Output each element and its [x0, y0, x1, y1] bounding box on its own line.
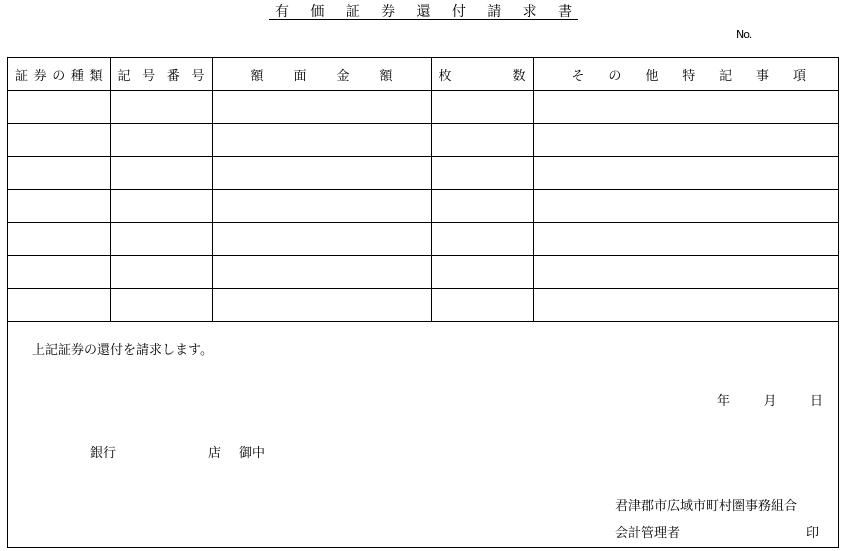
title-char: 券	[381, 3, 396, 20]
header-char: の	[52, 68, 66, 84]
header-char: 枚	[438, 68, 452, 84]
cell-face-value[interactable]	[212, 190, 431, 223]
cell-symbol-number[interactable]	[110, 256, 212, 289]
date-day-label: 日	[809, 394, 823, 409]
cell-symbol-number[interactable]	[110, 157, 212, 190]
cell-other-notes[interactable]	[533, 289, 838, 322]
cell-other-notes[interactable]	[533, 124, 838, 157]
table-row	[8, 91, 838, 124]
title-char: 請	[487, 3, 502, 20]
cell-security-type[interactable]	[8, 223, 110, 256]
header-char: 記	[719, 68, 733, 84]
title-char: 有	[275, 3, 289, 20]
cell-symbol-number[interactable]	[110, 190, 212, 223]
table-row	[8, 157, 838, 190]
cell-symbol-number[interactable]	[110, 124, 212, 157]
honorific: 御中	[239, 446, 266, 461]
organization-name: 君津郡市広域市町村圏事務組合	[615, 499, 798, 514]
header-char: 他	[645, 68, 659, 84]
header-other-notes	[533, 58, 838, 91]
cell-face-value[interactable]	[212, 289, 431, 322]
header-security-type	[8, 58, 110, 91]
table-header-row	[8, 58, 838, 91]
header-char: 類	[89, 68, 103, 84]
cell-other-notes[interactable]	[533, 190, 838, 223]
cell-face-value[interactable]	[212, 223, 431, 256]
cell-face-value[interactable]	[212, 157, 431, 190]
table-row	[8, 256, 838, 289]
document-number-label: No.	[736, 28, 752, 41]
header-char: 号	[191, 68, 205, 84]
header-char: の	[608, 68, 622, 84]
header-char: 証	[15, 68, 29, 84]
title-char: 書	[558, 3, 572, 20]
officer-title: 会計管理者	[615, 526, 681, 541]
header-char: 面	[293, 68, 307, 84]
header-char: 金	[336, 68, 350, 84]
securities-table	[8, 58, 838, 322]
title-char: 付	[451, 3, 466, 20]
date-year-label: 年	[717, 394, 731, 409]
cell-face-value[interactable]	[212, 124, 431, 157]
cell-other-notes[interactable]	[533, 157, 838, 190]
header-quantity	[431, 58, 533, 91]
request-statement: 上記証券の還付を請求します。	[32, 343, 213, 358]
cell-other-notes[interactable]	[533, 256, 838, 289]
cell-quantity[interactable]	[431, 289, 533, 322]
title-char: 還	[416, 3, 431, 20]
header-char: 額	[250, 68, 264, 84]
table-row	[8, 289, 838, 322]
cell-security-type[interactable]	[8, 91, 110, 124]
header-face-value	[212, 58, 431, 91]
date-line	[717, 390, 823, 409]
date-month-label: 月	[763, 394, 777, 409]
header-char: 番	[166, 68, 180, 84]
header-char: 額	[379, 68, 393, 84]
cell-other-notes[interactable]	[533, 223, 838, 256]
header-char: 数	[512, 68, 526, 84]
cell-quantity[interactable]	[431, 157, 533, 190]
header-char: 特	[682, 68, 696, 84]
seal-mark: 印	[806, 526, 820, 541]
title-char: 求	[522, 3, 537, 20]
cell-security-type[interactable]	[8, 256, 110, 289]
cell-symbol-number[interactable]	[110, 289, 212, 322]
header-char: 事	[756, 68, 770, 84]
header-char: 記	[117, 68, 131, 84]
header-char: そ	[571, 68, 585, 84]
table-row	[8, 223, 838, 256]
title-char: 証	[345, 3, 360, 20]
form-frame	[7, 57, 839, 548]
table-row	[8, 124, 838, 157]
cell-face-value[interactable]	[212, 91, 431, 124]
document-title	[269, 2, 578, 20]
cell-quantity[interactable]	[431, 91, 533, 124]
header-char: 券	[33, 68, 47, 84]
cell-security-type[interactable]	[8, 289, 110, 322]
cell-quantity[interactable]	[431, 223, 533, 256]
cell-quantity[interactable]	[431, 256, 533, 289]
header-char: 種	[70, 68, 84, 84]
cell-symbol-number[interactable]	[110, 91, 212, 124]
cell-security-type[interactable]	[8, 124, 110, 157]
header-char: 号	[142, 68, 156, 84]
cell-other-notes[interactable]	[533, 91, 838, 124]
cell-face-value[interactable]	[212, 256, 431, 289]
cell-quantity[interactable]	[431, 124, 533, 157]
cell-security-type[interactable]	[8, 190, 110, 223]
cell-security-type[interactable]	[8, 157, 110, 190]
table-row	[8, 190, 838, 223]
header-char: 項	[792, 68, 806, 84]
cell-quantity[interactable]	[431, 190, 533, 223]
cell-symbol-number[interactable]	[110, 223, 212, 256]
branch-suffix: 店	[208, 446, 222, 461]
bank-suffix: 銀行	[90, 446, 117, 461]
title-char: 価	[310, 3, 325, 20]
header-symbol-number	[110, 58, 212, 91]
